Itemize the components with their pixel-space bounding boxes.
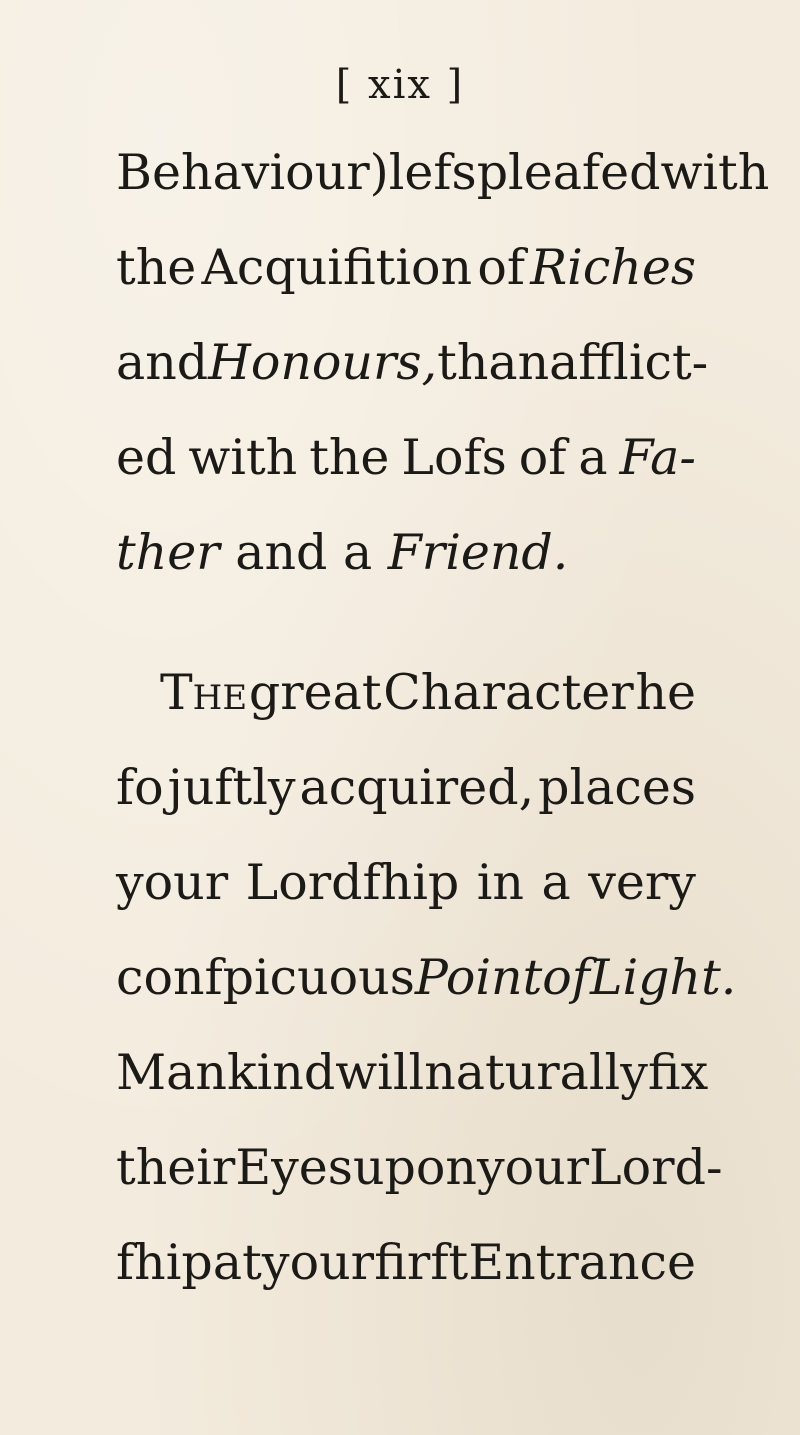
text-line	[116, 524, 696, 581]
word: he	[635, 664, 696, 721]
word: of	[477, 239, 525, 296]
word: your	[116, 854, 229, 911]
word: your	[261, 1234, 375, 1291]
italic-word: Light.	[589, 949, 737, 1006]
text-line	[116, 759, 696, 816]
word: Character	[383, 664, 634, 721]
word: of	[518, 429, 567, 486]
word: firft	[374, 1234, 469, 1291]
word: great	[248, 664, 382, 721]
italic-word: Point	[414, 949, 543, 1006]
word: juftly	[167, 759, 296, 816]
word: a	[578, 429, 608, 486]
word: acquired,	[299, 759, 535, 816]
text-line	[116, 854, 696, 911]
word: in	[476, 854, 524, 911]
word: with	[188, 429, 298, 486]
word: and	[116, 334, 209, 391]
word: pleafed	[476, 144, 661, 201]
word: will	[335, 1044, 425, 1101]
word: afflict-	[549, 334, 709, 391]
word: and	[235, 524, 328, 581]
word: very	[588, 854, 696, 911]
text-line	[116, 664, 696, 721]
word: fo	[116, 759, 164, 816]
italic-word: Honours,	[208, 334, 438, 391]
word: the	[309, 429, 390, 486]
text-line	[116, 1139, 723, 1196]
text-line	[116, 334, 709, 391]
word: places	[538, 759, 696, 816]
word: than	[437, 334, 550, 391]
word: upon	[352, 1139, 477, 1196]
word: at	[212, 1234, 262, 1291]
word: Entrance	[468, 1234, 696, 1291]
word: your	[476, 1139, 590, 1196]
word: Eyes	[235, 1139, 353, 1196]
page-number: [ xix ]	[335, 62, 465, 108]
word: lefs	[388, 144, 477, 201]
italic-word: Fa-	[619, 429, 696, 486]
italic-word: Friend.	[387, 524, 569, 581]
word: a	[342, 524, 373, 581]
text-line	[116, 949, 737, 1006]
word: confpicuous	[116, 949, 415, 1006]
word: the	[116, 239, 197, 296]
text-line	[116, 239, 696, 296]
word: Behaviour)	[116, 144, 389, 201]
small-caps-word: The	[160, 664, 248, 721]
word: Lord-	[589, 1139, 723, 1196]
italic-word: of	[542, 949, 590, 1006]
text-line	[116, 429, 696, 486]
word: their	[116, 1139, 236, 1196]
text-line	[116, 1044, 709, 1101]
word: Acquifition	[201, 239, 473, 296]
word: Lordfhip	[245, 854, 460, 911]
italic-word: Riches	[530, 239, 696, 296]
text-line	[116, 144, 770, 201]
word: fix	[647, 1044, 709, 1101]
word: fhip	[116, 1234, 213, 1291]
word: ed	[116, 429, 177, 486]
word: Mankind	[116, 1044, 336, 1101]
word: with	[660, 144, 770, 201]
text-line	[116, 1234, 696, 1291]
word: a	[541, 854, 571, 911]
word: Lofs	[401, 429, 507, 486]
italic-word: ther	[116, 524, 220, 581]
word: naturally	[424, 1044, 648, 1101]
